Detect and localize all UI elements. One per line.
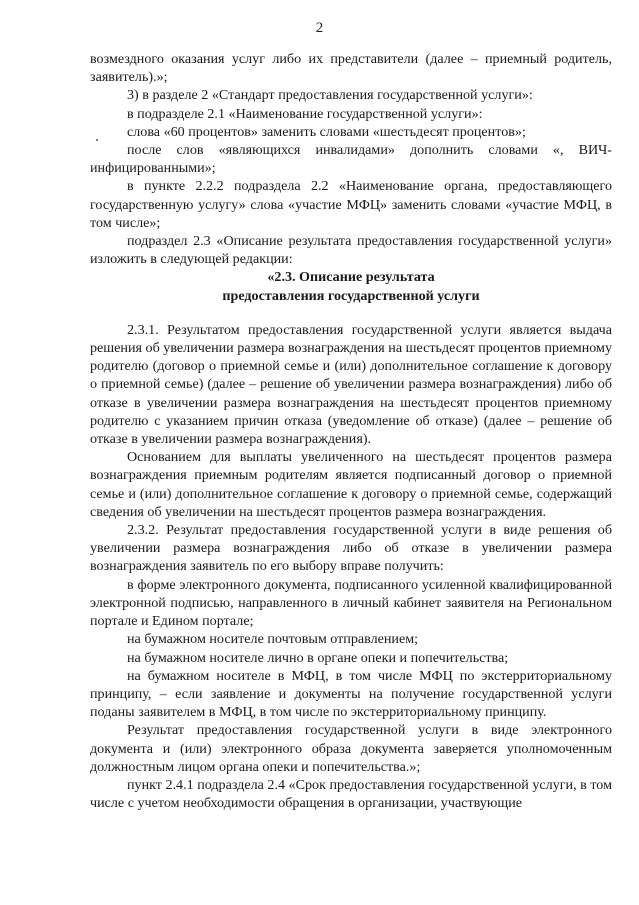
paragraph-replace-words: слова «60 процентов» заменить словами «шестьдесят процентов»; [127, 123, 526, 140]
paragraph-amendment-item-3: 3) в разделе 2 «Стандарт предоставления государственной услуги»: [127, 87, 533, 104]
paragraph-2-3-2: 2.3.2. Результат предоставления государственной услуги в виде решения об увеличении размера вознаграждения либо об отказе в увеличении размера вознаграждения заявитель по его выбору вправе получить: [90, 522, 612, 575]
page-number: 2 [315, 20, 324, 36]
section-heading [90, 268, 612, 304]
paragraph-option-electronic: в форме электронного документа, подписанного усиленной квалифицированной электронной подписью, направленного в личный кабинет заявителя на Региональном портале и Едином портале; [90, 576, 612, 630]
paragraph-option-in-person: на бумажном носителе лично в органе опеки и попечительства; [127, 649, 509, 666]
paragraph-certification: Результат предоставления государственной услуги в виде электронного документа и (или) электронного образа документа заверяется уполномоченным должностным лицом органа опеки и попечительства.»; [90, 722, 612, 775]
paragraph-payment-basis: Основанием для выплаты увеличенного на шестьдесят процентов размера вознаграждения приемным родителям является подписанный договор о приемной семье и (или) дополнительное соглашение к договору о приемной семье, содержащий сведения об увеличении на шестьдесят процентов размера вознаграждения. [90, 449, 612, 520]
document-body [90, 50, 612, 812]
section-heading-line-1: «2.3. Описание результата [267, 269, 435, 286]
paragraph-subsection-2-3: подраздел 2.3 «Описание результата предоставления государственной услуги» изложить в следующей редакции: [90, 233, 612, 268]
section-heading-line-2: предоставления государственной услуги [222, 287, 480, 304]
paragraph-item-2-4-1: пункт 2.4.1 подраздела 2.4 «Срок предоставления государственной услуги, в том числе с учетом необходимости обращения в организации, участвующие [90, 776, 612, 812]
paragraph-subsection-2-1: в подразделе 2.1 «Наименование государственной услуги»: [127, 105, 483, 122]
paragraph-continuation: возмездного оказания услуг либо их представители (далее – приемный родитель, заявитель).»; [90, 51, 612, 86]
paragraph-option-mail: на бумажном носителе почтовым отправлением; [127, 631, 419, 648]
paragraph-option-mfc: на бумажном носителе в МФЦ, в том числе МФЦ по экстерриториальному принципу, – если заявление и документы на получение государственной услуги поданы заявителем в МФЦ, в том числе по экстерриториальному принципу. [90, 667, 612, 721]
paragraph-add-words: после слов «являющихся инвалидами» дополнить словами «, ВИЧ-инфицированными»; [90, 142, 612, 177]
paragraph-item-2-2-2: в пункте 2.2.2 подраздела 2.2 «Наименование органа, предоставляющего государственную услугу» слова «участие МФЦ» заменить словами «участие МФЦ, в том числе»; [90, 178, 612, 231]
paragraph-2-3-1: 2.3.1. Результатом предоставления государственной услуги является выдача решения об увеличении размера вознаграждения на шестьдесят процентов приемному родителю (договор о приемной семье и (или) дополнительное соглашение к договору о приемной семье) (далее – решение об увеличении размера вознаграждения) либо об отказе в увеличении размера вознаграждения на шестьдесят процентов приемному родителю с указанием причин отказа (уведомление об отказе) (далее – решение об отказе в увеличении размера вознаграждения). [90, 321, 612, 448]
